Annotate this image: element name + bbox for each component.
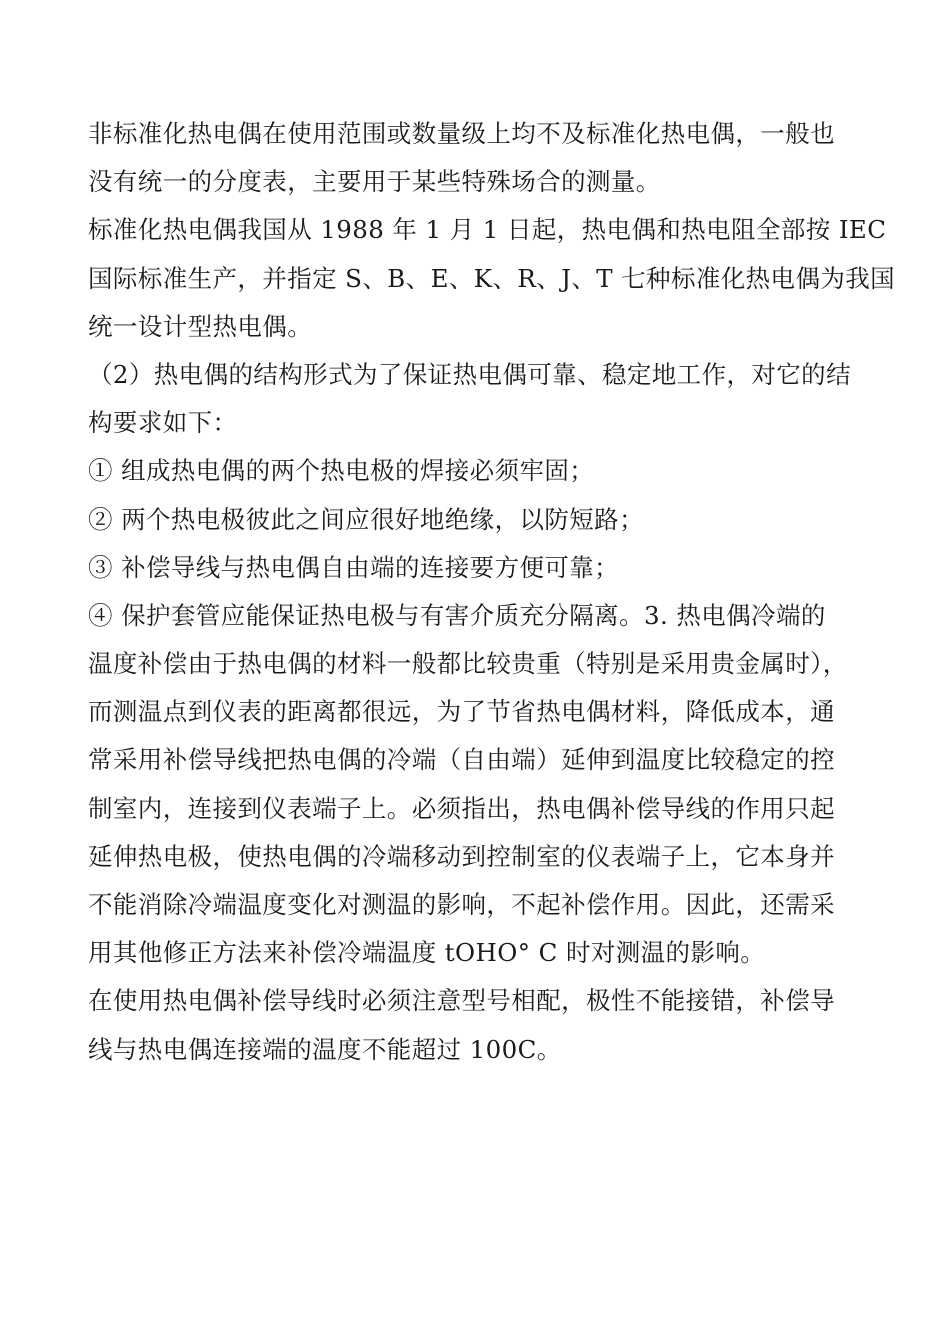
document-body: [88, 110, 896, 1074]
text-line: 统一设计型热电偶。: [88, 311, 313, 341]
list-item-4: ④ 保护套管应能保证热电极与有害介质充分隔离。3. 热电偶冷端的: [88, 600, 826, 630]
text-line: 线与热电偶连接端的温度不能超过 100C。: [88, 1034, 562, 1064]
text-line: 制室内，连接到仪表端子上。必须指出，热电偶补偿导线的作用只起: [88, 793, 835, 823]
list-item-1: ① 组成热电偶的两个热电极的焊接必须牢固；: [88, 456, 595, 486]
text-line: 在使用热电偶补偿导线时必须注意型号相配，极性不能接错，补偿导: [88, 986, 835, 1016]
list-item-2: ② 两个热电极彼此之间应很好地绝缘，以防短路；: [88, 504, 644, 534]
text-line: （2）热电偶的结构形式为了保证热电偶可靠、稳定地工作，对它的结: [88, 359, 851, 389]
text-line: 构要求如下：: [88, 408, 238, 438]
text-line: 常采用补偿导线把热电偶的冷端（自由端）延伸到温度比较稳定的控: [88, 745, 835, 775]
text-line: 没有统一的分度表，主要用于某些特殊场合的测量。: [88, 167, 661, 197]
text-line: 温度补偿由于热电偶的材料一般都比较贵重（特别是采用贵金属时），: [88, 649, 848, 679]
text-line: 不能消除冷端温度变化对测温的影响，不起补偿作用。因此，还需采: [88, 890, 835, 919]
text-line: 国际标准生产，并指定 S、B、E、K、R、J、T 七种标准化热电偶为我国: [88, 263, 896, 293]
text-line: 而测温点到仪表的距离都很远，为了节省热电偶材料，降低成本，通: [88, 697, 835, 727]
list-item-3: ③ 补偿导线与热电偶自由端的连接要方便可靠；: [88, 552, 620, 582]
text-line: 用其他修正方法来补偿冷端温度 tOHO° C 时对测温的影响。: [88, 938, 766, 968]
text-line: 非标准化热电偶在使用范围或数量级上均不及标准化热电偶，一般也: [88, 119, 835, 148]
text-line: 延伸热电极，使热电偶的冷端移动到控制室的仪表端子上，它本身并: [88, 841, 835, 871]
text-line: 标准化热电偶我国从 1988 年 1 月 1 日起，热电偶和热电阻全部按 IEC: [88, 215, 887, 245]
